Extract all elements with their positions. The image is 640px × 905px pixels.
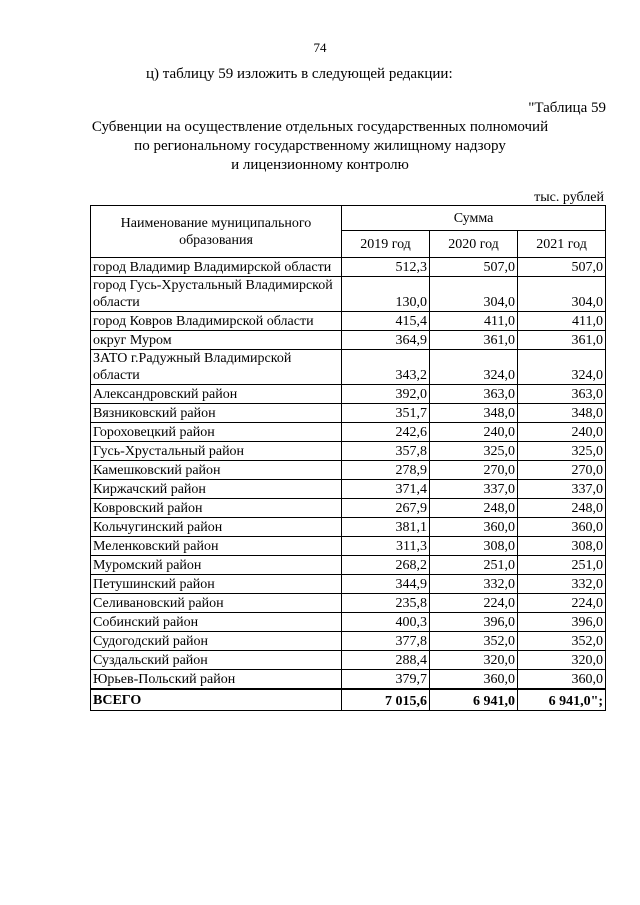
value-2020: 251,0 [430,556,518,575]
value-2021: 270,0 [518,461,606,480]
page-number: 74 [313,40,327,55]
table-row [91,385,606,404]
value-2019: 379,7 [342,670,430,690]
table-row [91,556,606,575]
table-row [91,461,606,480]
value-2021: 348,0 [518,404,606,423]
value-2021: 308,0 [518,537,606,556]
municipality-name: округ Муром [91,331,342,350]
table-row [91,350,606,385]
value-2019: 288,4 [342,651,430,670]
municipality-name: город Ковров Владимирской области [91,312,342,331]
table-row [91,277,606,312]
table-title-line: по региональному государственному жилищному надзору [134,138,506,154]
total-label: ВСЕГО [91,689,342,711]
table-title [70,118,570,175]
total-row [91,689,606,711]
value-2019: 381,1 [342,518,430,537]
value-2021: 360,0 [518,518,606,537]
value-2019: 268,2 [342,556,430,575]
value-2019: 343,2 [342,350,430,385]
table-title-line: Субвенции на осуществление отдельных государственных полномочий [91,119,549,135]
value-2019: 344,9 [342,575,430,594]
table-title-line: и лицензионному контролю [231,157,409,173]
table-row [91,404,606,423]
table-row [91,518,606,537]
municipality-name: ЗАТО г.Радужный Владимирской области [91,350,342,385]
value-2020: 324,0 [430,350,518,385]
municipality-name: Судогодский район [91,632,342,651]
value-2020: 320,0 [430,651,518,670]
municipality-name: Гусь-Хрустальный район [91,442,342,461]
value-2019: 371,4 [342,480,430,499]
header-name: Наименование муниципального образования [91,206,342,258]
header-year-2019: 2019 год [342,231,430,258]
value-2019: 392,0 [342,385,430,404]
table-row [91,632,606,651]
value-2020: 224,0 [430,594,518,613]
table-row [91,651,606,670]
total-2020: 6 941,0 [430,689,518,711]
municipality-name: Муромский район [91,556,342,575]
table-row [91,312,606,331]
value-2020: 363,0 [430,385,518,404]
municipality-name: Вязниковский район [91,404,342,423]
municipality-name: Гороховецкий район [91,423,342,442]
value-2020: 248,0 [430,499,518,518]
value-2019: 512,3 [342,258,430,277]
table-row [91,258,606,277]
value-2019: 130,0 [342,277,430,312]
value-2021: 507,0 [518,258,606,277]
value-2021: 337,0 [518,480,606,499]
total-2019: 7 015,6 [342,689,430,711]
municipality-name: Меленковский район [91,537,342,556]
value-2019: 267,9 [342,499,430,518]
value-2021: 251,0 [518,556,606,575]
table-row [91,442,606,461]
value-2019: 278,9 [342,461,430,480]
table-row [91,537,606,556]
municipality-name: Киржачский район [91,480,342,499]
value-2020: 304,0 [430,277,518,312]
value-2021: 396,0 [518,613,606,632]
value-2019: 377,8 [342,632,430,651]
table-row [91,670,606,690]
table-row [91,480,606,499]
subventions-table [90,205,606,711]
table-body [91,258,606,711]
table-row [91,499,606,518]
municipality-name: Ковровский район [91,499,342,518]
municipality-name: Александровский район [91,385,342,404]
value-2020: 507,0 [430,258,518,277]
total-2021: 6 941,0"; [518,689,606,711]
value-2021: 240,0 [518,423,606,442]
municipality-name: Селивановский район [91,594,342,613]
value-2019: 400,3 [342,613,430,632]
table-row [91,575,606,594]
value-2019: 357,8 [342,442,430,461]
value-2020: 396,0 [430,613,518,632]
municipality-name: Петушинский район [91,575,342,594]
value-2021: 320,0 [518,651,606,670]
value-2020: 240,0 [430,423,518,442]
value-2021: 352,0 [518,632,606,651]
value-2021: 360,0 [518,670,606,690]
value-2020: 348,0 [430,404,518,423]
value-2021: 248,0 [518,499,606,518]
table-row [91,331,606,350]
value-2019: 311,3 [342,537,430,556]
value-2019: 415,4 [342,312,430,331]
value-2019: 351,7 [342,404,430,423]
value-2020: 337,0 [430,480,518,499]
value-2020: 332,0 [430,575,518,594]
intro-text: ц) таблицу 59 изложить в следующей редакции: [146,66,453,82]
value-2020: 325,0 [430,442,518,461]
value-2020: 270,0 [430,461,518,480]
municipality-name: Собинский район [91,613,342,632]
value-2020: 352,0 [430,632,518,651]
value-2021: 363,0 [518,385,606,404]
municipality-name: город Владимир Владимирской области [91,258,342,277]
municipality-name: Юрьев-Польский район [91,670,342,690]
header-year-2021: 2021 год [518,231,606,258]
value-2019: 242,6 [342,423,430,442]
value-2019: 235,8 [342,594,430,613]
value-2020: 360,0 [430,518,518,537]
value-2021: 361,0 [518,331,606,350]
municipality-name: город Гусь-Хрустальный Владимирской области [91,277,342,312]
municipality-name: Суздальский район [91,651,342,670]
value-2020: 308,0 [430,537,518,556]
value-2019: 364,9 [342,331,430,350]
value-2021: 332,0 [518,575,606,594]
value-2021: 411,0 [518,312,606,331]
value-2021: 324,0 [518,350,606,385]
header-sum: Сумма [342,206,606,231]
table-row [91,594,606,613]
table-row [91,613,606,632]
municipality-name: Кольчугинский район [91,518,342,537]
value-2021: 304,0 [518,277,606,312]
municipality-name: Камешковский район [91,461,342,480]
units-label: тыс. рублей [534,190,604,205]
header-year-2020: 2020 год [430,231,518,258]
value-2020: 360,0 [430,670,518,690]
value-2020: 411,0 [430,312,518,331]
value-2020: 361,0 [430,331,518,350]
table-label: "Таблица 59 [528,100,606,116]
table-row [91,423,606,442]
value-2021: 325,0 [518,442,606,461]
value-2021: 224,0 [518,594,606,613]
